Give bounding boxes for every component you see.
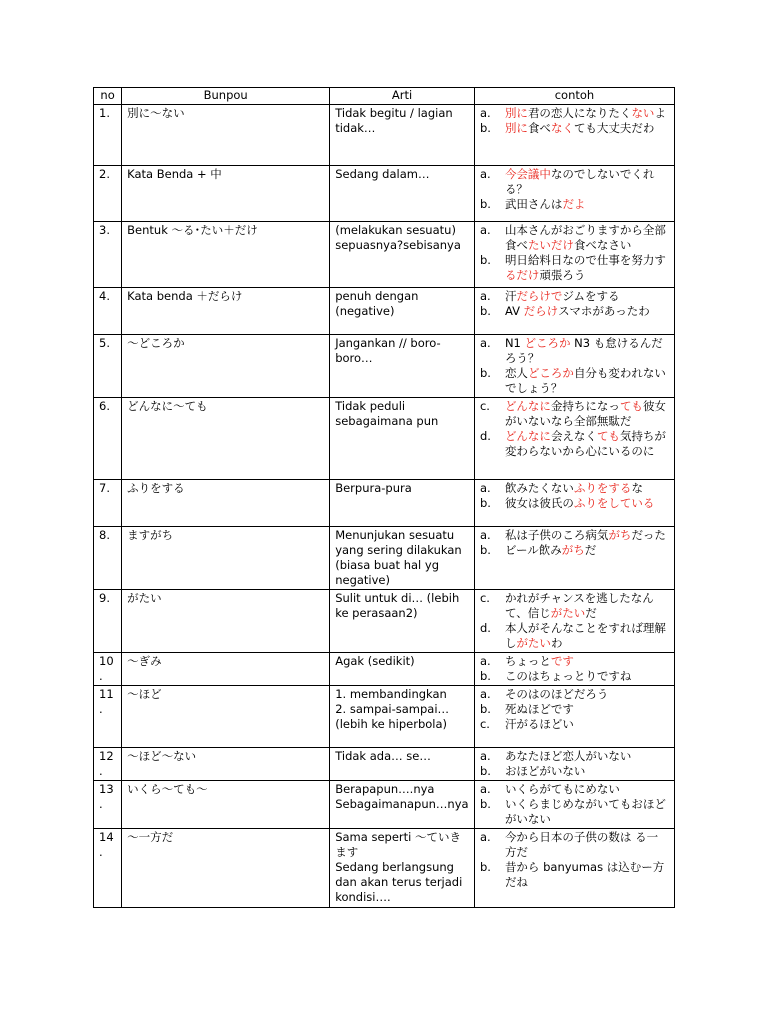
example-text: [505, 399, 669, 429]
row-number: 11.: [94, 686, 122, 748]
table-row: [94, 335, 675, 398]
example-item: [480, 167, 669, 197]
example-marker: b.: [479, 543, 491, 557]
example-marker: b.: [479, 702, 491, 716]
example-fragment: かれがチャンスを逃したなんて、信じ: [504, 591, 654, 620]
header-row: [94, 88, 675, 105]
example-marker: b.: [479, 366, 491, 380]
arti-cell: penuh dengan (negative): [330, 288, 475, 335]
example-item: [480, 366, 669, 396]
example-item: [480, 336, 669, 366]
arti-cell: Sedang dalam…: [330, 166, 475, 222]
example-item: [480, 797, 669, 827]
row-number: 10.: [94, 653, 122, 686]
row-number: 1.: [94, 105, 122, 166]
example-fragment: なのでしないでくれる？: [504, 167, 655, 196]
example-item: [480, 121, 669, 136]
table-row: [94, 829, 675, 908]
example-item: [480, 621, 669, 651]
example-fragment: ビール飲み: [504, 543, 562, 557]
header-no: no: [94, 88, 122, 105]
example-marker: a.: [479, 782, 491, 796]
grammar-highlight: がたい: [516, 636, 551, 650]
row-number: 5.: [94, 335, 122, 398]
arti-cell: Sulit untuk di… (lebih ke perasaan2): [330, 590, 475, 653]
example-fragment: あなたほど恋人がいない: [504, 749, 632, 763]
example-marker: b.: [479, 304, 491, 318]
example-text: [505, 764, 669, 779]
table-row: [94, 590, 675, 653]
table-row: [94, 653, 675, 686]
example-marker: c.: [479, 717, 490, 731]
grammar-highlight: ても: [619, 399, 643, 413]
row-number: 7.: [94, 480, 122, 527]
bunpou-cell: 〜ほど: [122, 686, 330, 748]
example-fragment: 飲みたくない: [504, 481, 574, 495]
table-row: [94, 748, 675, 781]
bunpou-cell: いくら〜ても〜: [122, 781, 330, 829]
contoh-cell: [474, 590, 674, 653]
example-marker: a.: [479, 223, 491, 237]
example-item: [480, 782, 669, 797]
example-text: [505, 366, 669, 396]
grammar-highlight: ふりをする: [573, 481, 632, 495]
table-row: [94, 398, 675, 480]
example-item: [480, 860, 669, 890]
grammar-highlight: どころか: [527, 366, 574, 380]
example-text: [505, 121, 669, 136]
table-row: [94, 222, 675, 288]
arti-cell: Jangankan // boro-boro…: [330, 335, 475, 398]
example-item: [480, 481, 669, 496]
example-fragment: 汗: [504, 289, 517, 303]
example-fragment: ジムをする: [562, 289, 620, 303]
example-fragment: AV: [504, 304, 524, 318]
table-row: [94, 781, 675, 829]
example-fragment: だった: [631, 528, 666, 542]
arti-cell: Tidak peduli sebagaimana pun: [330, 398, 475, 480]
contoh-cell: [474, 222, 674, 288]
example-item: [480, 830, 669, 860]
example-marker: a.: [479, 654, 491, 668]
example-item: [480, 429, 669, 459]
example-item: [480, 223, 669, 253]
example-item: [480, 687, 669, 702]
example-fragment: そのはのほどだろう: [504, 687, 609, 701]
example-text: [505, 830, 669, 860]
example-item: [480, 289, 669, 304]
example-marker: a.: [479, 687, 491, 701]
grammar-highlight: がち: [561, 543, 585, 557]
grammar-table: [93, 87, 675, 908]
row-number: 6.: [94, 398, 122, 480]
example-marker: c.: [479, 591, 490, 605]
grammar-highlight: なく: [550, 121, 574, 135]
example-marker: a.: [479, 167, 491, 181]
example-text: [505, 591, 669, 621]
example-text: [505, 496, 669, 511]
contoh-cell: [474, 288, 674, 335]
example-fragment: N3 も怠けるんだろう？: [504, 336, 663, 365]
table-row: [94, 166, 675, 222]
example-item: [480, 669, 669, 684]
example-fragment: 恋人: [504, 366, 528, 380]
bunpou-cell: ますがち: [122, 527, 330, 590]
header-arti: Arti: [330, 88, 475, 105]
table-row: [94, 480, 675, 527]
example-fragment: いくらがてもにめない: [504, 782, 620, 796]
example-item: [480, 749, 669, 764]
example-fragment: 食べなさい: [573, 238, 632, 252]
example-fragment: わ: [550, 636, 563, 650]
example-fragment: 会えなく: [550, 429, 597, 443]
contoh-cell: [474, 105, 674, 166]
grammar-highlight: 今会議中: [504, 167, 551, 181]
bunpou-cell: 別に〜ない: [122, 105, 330, 166]
example-fragment: スマホがあったわ: [558, 304, 650, 318]
example-fragment: いくらまじめながいてもおほどがいない: [504, 797, 666, 826]
example-item: [480, 253, 669, 283]
example-fragment: 食べ: [527, 121, 551, 135]
bunpou-cell: ふりをする: [122, 480, 330, 527]
example-marker: b.: [479, 860, 491, 874]
grammar-highlight: たいだけ: [527, 238, 574, 252]
example-fragment: 私は子供のころ病気: [504, 528, 609, 542]
example-fragment: な: [631, 481, 643, 495]
example-item: [480, 528, 669, 543]
example-text: [505, 304, 669, 319]
example-marker: d.: [479, 621, 491, 635]
example-marker: b.: [479, 197, 491, 211]
example-marker: a.: [479, 528, 491, 542]
example-text: [505, 289, 669, 304]
example-item: [480, 654, 669, 669]
example-text: [505, 106, 669, 121]
row-number: 12.: [94, 748, 122, 781]
example-marker: a.: [479, 749, 491, 763]
example-fragment: よ: [654, 106, 666, 120]
bunpou-cell: 〜どころか: [122, 335, 330, 398]
bunpou-cell: がたい: [122, 590, 330, 653]
arti-cell: Sama seperti 〜ていきます Sedang berlangsung dan akan terus terjadi kondisi….: [330, 829, 475, 908]
example-text: [505, 797, 669, 827]
row-number: 14.: [94, 829, 122, 908]
example-text: [505, 669, 669, 684]
example-marker: a.: [479, 106, 491, 120]
example-marker: a.: [479, 481, 491, 495]
example-text: [505, 528, 669, 543]
grammar-highlight: ない: [631, 106, 655, 120]
example-text: [505, 167, 669, 197]
example-text: [505, 860, 669, 890]
grammar-highlight: ふりをしている: [573, 496, 655, 510]
grammar-highlight: がち: [608, 528, 632, 542]
row-number: 3.: [94, 222, 122, 288]
example-fragment: 昔から banyumas は込むー方だね: [504, 860, 665, 889]
example-text: [505, 481, 669, 496]
example-text: [505, 253, 669, 283]
example-text: [505, 197, 669, 212]
contoh-cell: [474, 748, 674, 781]
example-item: [480, 543, 669, 558]
example-marker: d.: [479, 429, 491, 443]
arti-cell: (melakukan sesuatu) sepuasnya?sebisanya: [330, 222, 475, 288]
example-text: [505, 717, 669, 732]
example-marker: b.: [479, 253, 491, 267]
grammar-highlight: ても: [596, 429, 620, 443]
example-text: [505, 543, 669, 558]
arti-cell: Berapapun….nya Sebagaimanapun…nya: [330, 781, 475, 829]
arti-cell: 1. membandingkan 2. sampai-sampai… (lebih ke hiperbola): [330, 686, 475, 748]
grammar-highlight: です: [550, 654, 574, 668]
grammar-highlight: だらけ: [523, 304, 559, 318]
example-marker: a.: [479, 336, 491, 350]
bunpou-cell: 〜一方だ: [122, 829, 330, 908]
example-fragment: ちょっと: [504, 654, 551, 668]
grammar-highlight: 別に: [504, 106, 528, 120]
example-item: [480, 106, 669, 121]
table-body: [94, 105, 675, 908]
example-marker: b.: [479, 669, 491, 683]
row-number: 9.: [94, 590, 122, 653]
grammar-highlight: がたい: [550, 606, 586, 620]
example-fragment: 彼女がいないなら全部無駄だ: [504, 399, 666, 428]
example-text: [505, 336, 669, 366]
example-text: [505, 654, 669, 669]
arti-cell: Menunjukan sesuatu yang sering dilakukan (biasa buat hal yg negative): [330, 527, 475, 590]
example-text: [505, 429, 669, 459]
table-row: [94, 686, 675, 748]
contoh-cell: [474, 398, 674, 480]
bunpou-cell: Kata Benda + 中: [122, 166, 330, 222]
contoh-cell: [474, 781, 674, 829]
arti-cell: Tidak ada… se…: [330, 748, 475, 781]
example-fragment: 武田さんは: [504, 197, 563, 211]
example-text: [505, 687, 669, 702]
contoh-cell: [474, 829, 674, 908]
contoh-cell: [474, 527, 674, 590]
example-fragment: 死ぬほどです: [504, 702, 574, 716]
example-marker: b.: [479, 496, 491, 510]
contoh-cell: [474, 480, 674, 527]
bunpou-cell: Kata benda ＋だらけ: [122, 288, 330, 335]
example-marker: b.: [479, 797, 491, 811]
contoh-cell: [474, 686, 674, 748]
example-item: [480, 764, 669, 779]
example-marker: b.: [479, 764, 491, 778]
grammar-highlight: 別に: [504, 121, 528, 135]
example-fragment: 山本さんがおごりますから全部食べ: [504, 223, 666, 252]
header-bunpou: Bunpou: [122, 88, 330, 105]
example-item: [480, 717, 669, 732]
example-fragment: 気持ちが変わらないから心にいるのに: [504, 429, 666, 458]
bunpou-cell: 〜ほど〜ない: [122, 748, 330, 781]
table-row: [94, 288, 675, 335]
row-number: 4.: [94, 288, 122, 335]
example-marker: a.: [479, 830, 491, 844]
example-fragment: おほどがいない: [504, 764, 586, 778]
example-item: [480, 399, 669, 429]
bunpou-cell: 〜ぎみ: [122, 653, 330, 686]
row-number: 2.: [94, 166, 122, 222]
table-row: [94, 527, 675, 590]
example-text: [505, 782, 669, 797]
example-fragment: だ: [584, 543, 597, 557]
example-fragment: N1: [504, 336, 525, 350]
bunpou-cell: どんなに〜ても: [122, 398, 330, 480]
example-text: [505, 621, 669, 651]
arti-cell: Agak (sedikit): [330, 653, 475, 686]
example-fragment: 本人がそんなことをすれば理解し: [504, 621, 666, 650]
example-item: [480, 496, 669, 511]
row-number: 8.: [94, 527, 122, 590]
table-row: [94, 105, 675, 166]
example-marker: c.: [479, 399, 490, 413]
grammar-highlight: どんなに: [504, 429, 551, 443]
example-item: [480, 702, 669, 717]
arti-cell: Tidak begitu / lagian tidak…: [330, 105, 475, 166]
example-fragment: 汗がるほどい: [504, 717, 574, 731]
grammar-highlight: るだけ: [504, 268, 540, 282]
contoh-cell: [474, 335, 674, 398]
example-item: [480, 591, 669, 621]
example-fragment: 今から日本の子供の数は る一方だ: [504, 830, 659, 859]
example-text: [505, 702, 669, 717]
example-fragment: 頑張ろう: [539, 268, 586, 282]
example-fragment: 彼女は彼氏の: [504, 496, 574, 510]
grammar-highlight: どころか: [524, 336, 571, 350]
contoh-cell: [474, 653, 674, 686]
example-fragment: だ: [585, 606, 597, 620]
example-text: [505, 223, 669, 253]
example-text: [505, 749, 669, 764]
grammar-highlight: だよ: [562, 197, 586, 211]
grammar-highlight: どんなに: [504, 399, 551, 413]
example-fragment: このはちょっとりですね: [504, 669, 632, 683]
example-fragment: 君の恋人になりたく: [527, 106, 632, 120]
example-fragment: 明日給料日なので仕事を努力す: [504, 253, 666, 267]
arti-cell: Berpura-pura: [330, 480, 475, 527]
example-fragment: 自分も変われないでしょう？: [504, 366, 666, 395]
row-number: 13.: [94, 781, 122, 829]
contoh-cell: [474, 166, 674, 222]
grammar-highlight: だらけで: [516, 289, 563, 303]
example-item: [480, 304, 669, 319]
example-item: [480, 197, 669, 212]
example-marker: a.: [479, 289, 491, 303]
bunpou-cell: Bentuk 〜る･たい＋だけ: [122, 222, 330, 288]
header-contoh: contoh: [474, 88, 674, 105]
example-fragment: 金持ちになっ: [550, 399, 620, 413]
example-fragment: ても大丈夫だわ: [573, 121, 655, 135]
example-marker: b.: [479, 121, 491, 135]
